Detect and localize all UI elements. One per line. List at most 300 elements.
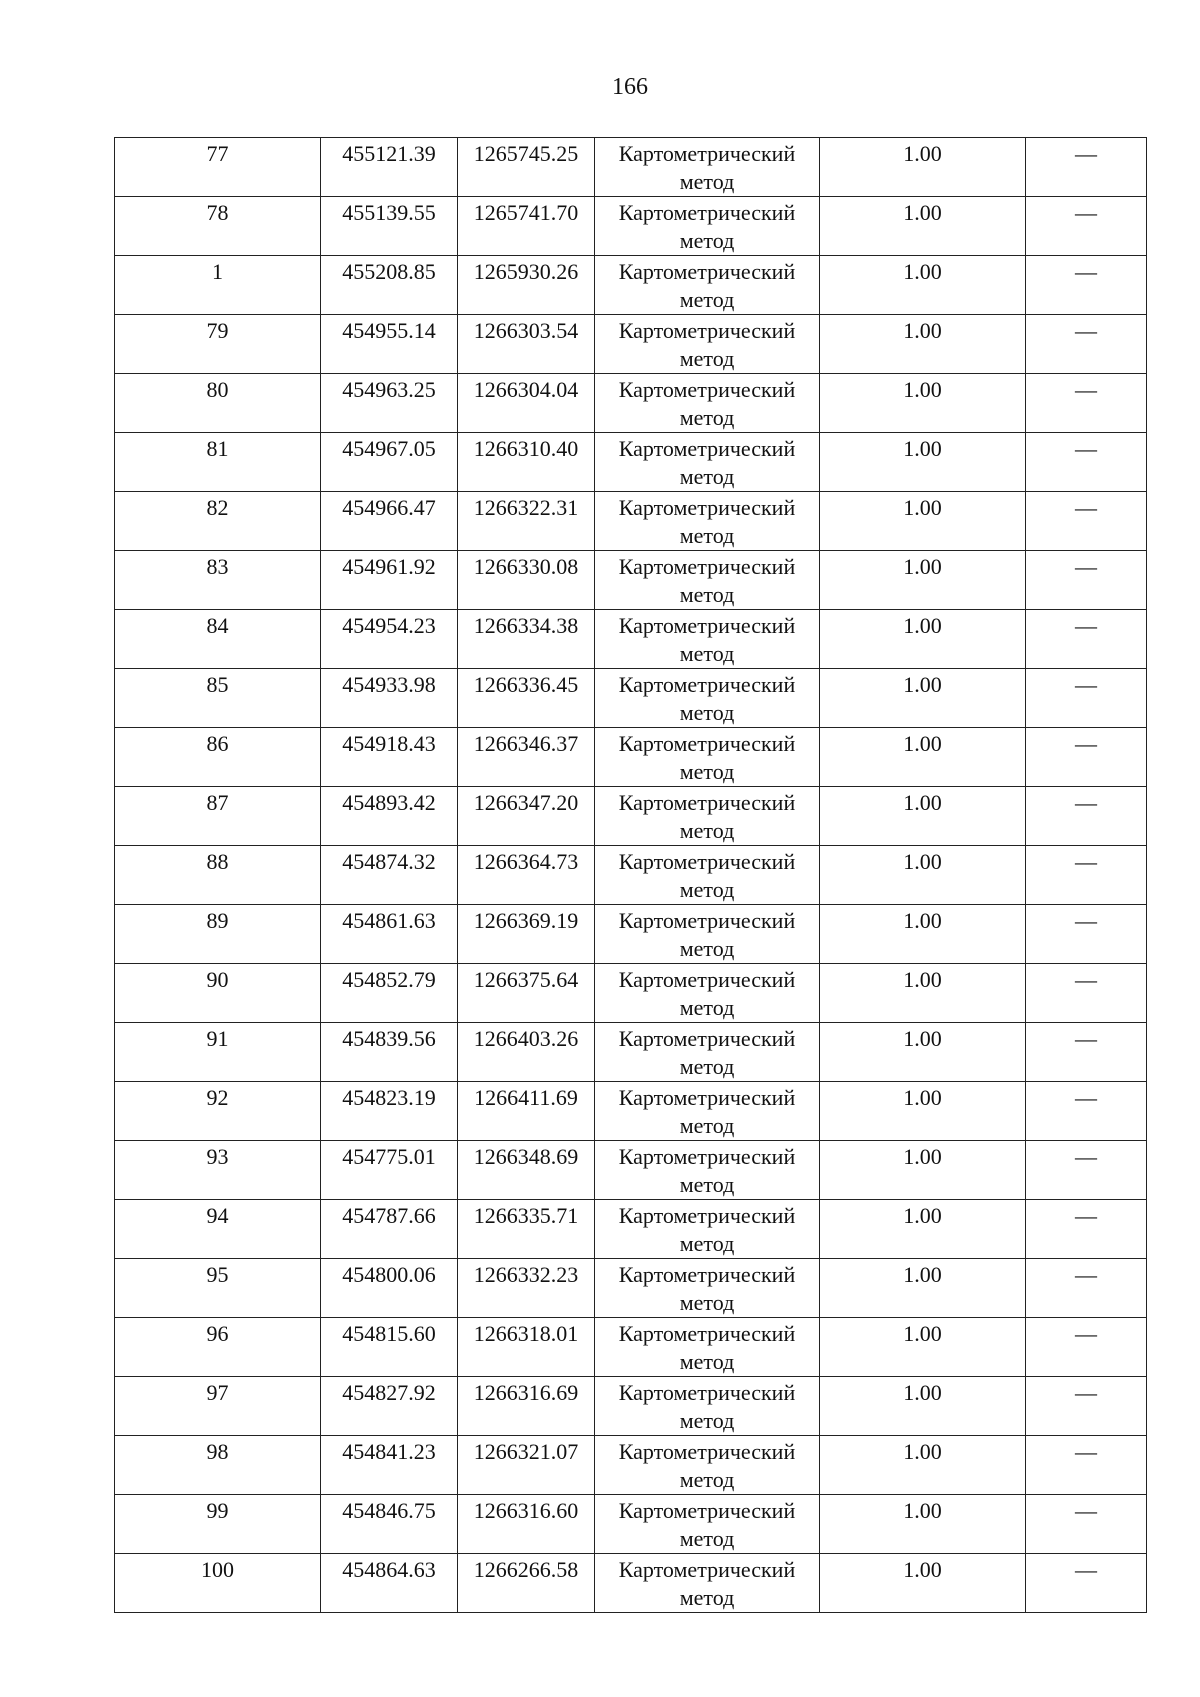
y-coordinate-text: 1266310.40 [473,436,579,461]
y-coordinate-cell [458,1495,595,1554]
method-line-1: Картометрический [618,554,796,579]
x-coordinate-cell [321,492,458,551]
accuracy-cell [820,1377,1026,1436]
method-line-2: метод [679,1408,735,1433]
note-text: — [1075,318,1097,343]
y-coordinate-text: 1266336.45 [473,672,579,697]
accuracy-cell [820,1318,1026,1377]
point-number-cell [115,1082,321,1141]
table-row [115,1377,1147,1436]
method-line-1: Картометрический [618,849,796,874]
accuracy-cell [820,669,1026,728]
point-number-cell [115,1436,321,1495]
x-coordinate-text: 454874.32 [342,849,436,874]
point-number-text: 97 [206,1380,229,1405]
method-line-1: Картометрический [618,1203,796,1228]
point-number-text: 86 [206,731,229,756]
x-coordinate-text: 454933.98 [342,672,436,697]
x-coordinate-text: 454967.05 [342,436,436,461]
method-cell [595,374,820,433]
table-row [115,1141,1147,1200]
accuracy-text: 1.00 [903,1203,942,1228]
x-coordinate-cell [321,1377,458,1436]
point-number-cell [115,787,321,846]
y-coordinate-text: 1266330.08 [473,554,579,579]
method-line-1: Картометрический [618,1498,796,1523]
table-row [115,492,1147,551]
point-number-cell [115,256,321,315]
note-text: — [1075,554,1097,579]
accuracy-cell [820,315,1026,374]
method-line-2: метод [679,995,735,1020]
table-row [115,197,1147,256]
point-number-cell [115,610,321,669]
accuracy-text: 1.00 [903,1498,942,1523]
y-coordinate-cell [458,1023,595,1082]
method-cell [595,197,820,256]
point-number-text: 89 [206,908,229,933]
note-cell [1026,1082,1147,1141]
accuracy-cell [820,433,1026,492]
x-coordinate-text: 454800.06 [342,1262,436,1287]
accuracy-text: 1.00 [903,967,942,992]
point-number-cell [115,1554,321,1613]
table-row [115,1259,1147,1318]
x-coordinate-text: 454839.56 [342,1026,436,1051]
point-number-text: 91 [206,1026,229,1051]
x-coordinate-cell [321,374,458,433]
method-line-2: метод [679,464,735,489]
accuracy-cell [820,374,1026,433]
method-cell [595,1436,820,1495]
y-coordinate-cell [458,315,595,374]
x-coordinate-cell [321,551,458,610]
point-number-cell [115,1318,321,1377]
note-text: — [1075,731,1097,756]
x-coordinate-cell [321,1318,458,1377]
method-line-2: метод [679,523,735,548]
method-line-1: Картометрический [618,495,796,520]
table-row [115,374,1147,433]
accuracy-text: 1.00 [903,436,942,461]
method-line-1: Картометрический [618,1144,796,1169]
point-number-cell [115,551,321,610]
point-number-cell [115,197,321,256]
point-number-cell [115,1377,321,1436]
point-number-text: 90 [206,967,229,992]
accuracy-text: 1.00 [903,200,942,225]
y-coordinate-text: 1266318.01 [473,1321,579,1346]
accuracy-text: 1.00 [903,318,942,343]
point-number-text: 100 [201,1557,234,1582]
table-row [115,1554,1147,1613]
y-coordinate-cell [458,256,595,315]
method-line-2: метод [679,1349,735,1374]
table-row [115,551,1147,610]
y-coordinate-text: 1266375.64 [473,967,579,992]
note-text: — [1075,1380,1097,1405]
point-number-text: 77 [206,141,229,166]
accuracy-text: 1.00 [903,495,942,520]
method-line-1: Картометрический [618,1262,796,1287]
y-coordinate-text: 1265745.25 [473,141,579,166]
note-cell [1026,138,1147,197]
accuracy-cell [820,787,1026,846]
x-coordinate-text: 454864.63 [342,1557,436,1582]
x-coordinate-cell [321,728,458,787]
table-row [115,846,1147,905]
note-text: — [1075,259,1097,284]
y-coordinate-text: 1266322.31 [473,495,579,520]
method-line-1: Картометрический [618,1380,796,1405]
x-coordinate-text: 455139.55 [342,200,436,225]
method-line-1: Картометрический [618,436,796,461]
coordinates-table-body [115,138,1147,1613]
note-cell [1026,1495,1147,1554]
y-coordinate-text: 1266321.07 [473,1439,579,1464]
accuracy-text: 1.00 [903,1026,942,1051]
accuracy-cell [820,846,1026,905]
note-cell [1026,1200,1147,1259]
y-coordinate-text: 1266334.38 [473,613,579,638]
method-cell [595,787,820,846]
point-number-text: 98 [206,1439,229,1464]
note-cell [1026,1141,1147,1200]
accuracy-cell [820,610,1026,669]
y-coordinate-cell [458,610,595,669]
y-coordinate-text: 1266346.37 [473,731,579,756]
point-number-text: 80 [206,377,229,402]
table-row [115,1082,1147,1141]
accuracy-cell [820,1023,1026,1082]
x-coordinate-cell [321,1200,458,1259]
accuracy-text: 1.00 [903,1380,942,1405]
x-coordinate-text: 454961.92 [342,554,436,579]
y-coordinate-text: 1266403.26 [473,1026,579,1051]
x-coordinate-text: 454954.23 [342,613,436,638]
method-line-2: метод [679,1467,735,1492]
point-number-cell [115,846,321,905]
accuracy-text: 1.00 [903,554,942,579]
note-text: — [1075,1262,1097,1287]
note-cell [1026,728,1147,787]
point-number-text: 82 [206,495,229,520]
point-number-cell [115,1141,321,1200]
method-line-1: Картометрический [618,967,796,992]
note-cell [1026,846,1147,905]
method-line-1: Картометрический [618,259,796,284]
x-coordinate-cell [321,1495,458,1554]
method-line-1: Картометрический [618,1439,796,1464]
method-cell [595,610,820,669]
note-text: — [1075,1321,1097,1346]
accuracy-cell [820,1082,1026,1141]
y-coordinate-cell [458,728,595,787]
note-text: — [1075,1498,1097,1523]
note-text: — [1075,141,1097,166]
table-row [115,1023,1147,1082]
note-cell [1026,492,1147,551]
method-cell [595,846,820,905]
note-text: — [1075,613,1097,638]
method-line-2: метод [679,1231,735,1256]
y-coordinate-cell [458,433,595,492]
y-coordinate-cell [458,1318,595,1377]
method-cell [595,138,820,197]
x-coordinate-text: 454846.75 [342,1498,436,1523]
method-line-1: Картометрический [618,1085,796,1110]
note-text: — [1075,495,1097,520]
method-cell [595,1318,820,1377]
note-cell [1026,1377,1147,1436]
note-cell [1026,669,1147,728]
note-text: — [1075,967,1097,992]
accuracy-cell [820,256,1026,315]
method-cell [595,492,820,551]
method-cell [595,1200,820,1259]
method-line-2: метод [679,877,735,902]
point-number-cell [115,1200,321,1259]
table-row [115,1436,1147,1495]
accuracy-cell [820,1436,1026,1495]
note-cell [1026,551,1147,610]
accuracy-cell [820,492,1026,551]
method-cell [595,551,820,610]
y-coordinate-text: 1266316.60 [473,1498,579,1523]
x-coordinate-text: 455121.39 [342,141,436,166]
y-coordinate-text: 1265741.70 [473,200,579,225]
method-cell [595,1554,820,1613]
method-cell [595,1082,820,1141]
x-coordinate-text: 454893.42 [342,790,436,815]
y-coordinate-text: 1266304.04 [473,377,579,402]
method-line-1: Картометрический [618,672,796,697]
method-line-2: метод [679,1172,735,1197]
y-coordinate-cell [458,374,595,433]
note-cell [1026,964,1147,1023]
y-coordinate-text: 1266364.73 [473,849,579,874]
accuracy-text: 1.00 [903,613,942,638]
accuracy-cell [820,1141,1026,1200]
accuracy-text: 1.00 [903,731,942,756]
x-coordinate-cell [321,846,458,905]
x-coordinate-text: 454815.60 [342,1321,436,1346]
method-line-2: метод [679,405,735,430]
x-coordinate-text: 454963.25 [342,377,436,402]
note-cell [1026,905,1147,964]
page-number: 166 [612,74,648,100]
accuracy-cell [820,1495,1026,1554]
y-coordinate-text: 1266316.69 [473,1380,579,1405]
method-cell [595,1377,820,1436]
x-coordinate-cell [321,1554,458,1613]
note-cell [1026,197,1147,256]
y-coordinate-cell [458,138,595,197]
accuracy-cell [820,905,1026,964]
point-number-cell [115,1023,321,1082]
method-line-2: метод [679,1526,735,1551]
point-number-text: 94 [206,1203,229,1228]
note-text: — [1075,1203,1097,1228]
point-number-cell [115,728,321,787]
note-text: — [1075,672,1097,697]
accuracy-text: 1.00 [903,790,942,815]
x-coordinate-text: 455208.85 [342,259,436,284]
table-row [115,964,1147,1023]
method-line-2: метод [679,1054,735,1079]
x-coordinate-text: 454955.14 [342,318,436,343]
method-line-2: метод [679,287,735,312]
point-number-text: 95 [206,1262,229,1287]
accuracy-cell [820,964,1026,1023]
method-line-2: метод [679,582,735,607]
note-text: — [1075,1557,1097,1582]
coordinates-table [114,137,1147,1613]
point-number-text: 79 [206,318,229,343]
method-cell [595,1141,820,1200]
point-number-text: 87 [206,790,229,815]
point-number-cell [115,669,321,728]
method-line-2: метод [679,1290,735,1315]
method-cell [595,1259,820,1318]
note-text: — [1075,908,1097,933]
x-coordinate-text: 454966.47 [342,495,436,520]
accuracy-text: 1.00 [903,672,942,697]
accuracy-cell [820,551,1026,610]
table-row [115,1495,1147,1554]
method-cell [595,256,820,315]
method-line-1: Картометрический [618,1321,796,1346]
method-line-2: метод [679,759,735,784]
accuracy-text: 1.00 [903,141,942,166]
y-coordinate-cell [458,846,595,905]
method-line-1: Картометрический [618,613,796,638]
method-cell [595,964,820,1023]
note-text: — [1075,436,1097,461]
x-coordinate-cell [321,669,458,728]
y-coordinate-text: 1266335.71 [473,1203,579,1228]
table-row [115,905,1147,964]
table-row [115,610,1147,669]
note-text: — [1075,1026,1097,1051]
method-line-2: метод [679,641,735,666]
accuracy-text: 1.00 [903,259,942,284]
note-cell [1026,610,1147,669]
method-line-2: метод [679,346,735,371]
x-coordinate-text: 454841.23 [342,1439,436,1464]
accuracy-text: 1.00 [903,1321,942,1346]
point-number-text: 78 [206,200,229,225]
point-number-cell [115,492,321,551]
note-cell [1026,256,1147,315]
method-line-2: метод [679,818,735,843]
y-coordinate-text: 1266266.58 [473,1557,579,1582]
accuracy-text: 1.00 [903,1262,942,1287]
method-line-2: метод [679,169,735,194]
x-coordinate-cell [321,610,458,669]
y-coordinate-cell [458,905,595,964]
point-number-cell [115,905,321,964]
method-line-2: метод [679,1585,735,1610]
x-coordinate-cell [321,197,458,256]
y-coordinate-cell [458,787,595,846]
y-coordinate-cell [458,964,595,1023]
x-coordinate-cell [321,1141,458,1200]
y-coordinate-cell [458,492,595,551]
accuracy-text: 1.00 [903,1557,942,1582]
method-cell [595,728,820,787]
x-coordinate-cell [321,1259,458,1318]
table-row [115,669,1147,728]
x-coordinate-cell [321,1082,458,1141]
point-number-text: 88 [206,849,229,874]
note-text: — [1075,790,1097,815]
y-coordinate-cell [458,1082,595,1141]
x-coordinate-cell [321,787,458,846]
point-number-cell [115,964,321,1023]
point-number-cell [115,374,321,433]
note-cell [1026,787,1147,846]
note-text: — [1075,1085,1097,1110]
accuracy-cell [820,728,1026,787]
table-row [115,315,1147,374]
method-line-1: Картометрический [618,731,796,756]
point-number-text: 92 [206,1085,229,1110]
x-coordinate-cell [321,964,458,1023]
y-coordinate-cell [458,197,595,256]
x-coordinate-cell [321,1436,458,1495]
method-line-1: Картометрический [618,1557,796,1582]
x-coordinate-cell [321,433,458,492]
method-line-2: метод [679,1113,735,1138]
y-coordinate-cell [458,1436,595,1495]
y-coordinate-text: 1265930.26 [473,259,579,284]
method-cell [595,1495,820,1554]
table-row [115,433,1147,492]
note-cell [1026,315,1147,374]
y-coordinate-text: 1266332.23 [473,1262,579,1287]
note-cell [1026,374,1147,433]
x-coordinate-cell [321,1023,458,1082]
point-number-cell [115,315,321,374]
y-coordinate-cell [458,1377,595,1436]
method-line-1: Картометрический [618,318,796,343]
accuracy-cell [820,197,1026,256]
note-cell [1026,433,1147,492]
y-coordinate-text: 1266303.54 [473,318,579,343]
point-number-cell [115,1495,321,1554]
table-row [115,256,1147,315]
table-row [115,138,1147,197]
method-cell [595,905,820,964]
accuracy-cell [820,1554,1026,1613]
note-text: — [1075,849,1097,874]
x-coordinate-text: 454823.19 [342,1085,436,1110]
note-cell [1026,1318,1147,1377]
accuracy-text: 1.00 [903,377,942,402]
table-row [115,1318,1147,1377]
x-coordinate-cell [321,315,458,374]
table-row [115,1200,1147,1259]
accuracy-text: 1.00 [903,1144,942,1169]
accuracy-text: 1.00 [903,849,942,874]
point-number-text: 85 [206,672,229,697]
point-number-text: 83 [206,554,229,579]
y-coordinate-cell [458,1259,595,1318]
method-line-1: Картометрический [618,908,796,933]
y-coordinate-text: 1266411.69 [474,1085,578,1110]
x-coordinate-text: 454775.01 [342,1144,436,1169]
